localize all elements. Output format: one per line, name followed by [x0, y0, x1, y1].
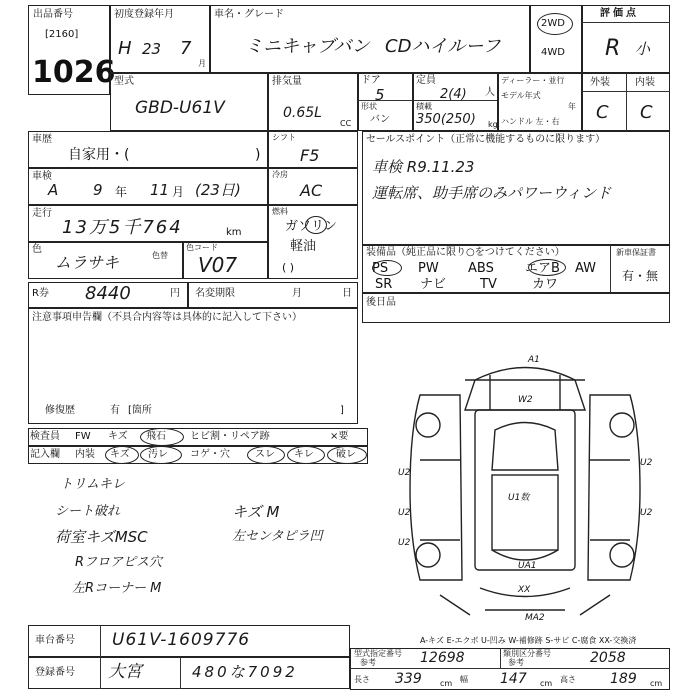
first-reg-era: H [118, 38, 132, 59]
car-name-label: 車名・グレード [214, 9, 284, 20]
height-value: 189 [610, 671, 637, 687]
first-reg-month-unit: 月 [198, 59, 206, 68]
model-designation-label: 型式指定番号 [354, 649, 402, 658]
exterior-label: 外装 [590, 77, 610, 88]
model-year-label: モデル年式 [501, 91, 541, 100]
mark-u1: U1数 [508, 493, 530, 503]
doors-value: 5 [375, 86, 385, 104]
first-reg-month: 7 [180, 38, 192, 59]
inspector-item: ×要 [330, 431, 349, 442]
shift-value: F5 [300, 146, 320, 165]
legend: A-キズ E-エクボ U-凹み W-補修跡 S-サビ C-腐食 XX-交換済 [420, 636, 637, 645]
sales-point-line2: 運転席、助手席のみパワーウィンド [372, 184, 612, 202]
history-box [28, 131, 268, 168]
chassis-value: U61V-1609776 [112, 630, 251, 650]
exterior-grade: C [596, 102, 609, 123]
inspector-item: FW [75, 431, 91, 442]
score-label: 評価点 [600, 8, 639, 19]
car-diagram [380, 340, 670, 630]
mileage-label: 走行 [32, 208, 52, 219]
ref-1: 参考 [360, 658, 376, 667]
length-label: 長さ [354, 675, 370, 684]
category: 2058 [590, 650, 626, 666]
equipment-item: ナビ [420, 277, 447, 292]
note-1: トリムキレ [60, 477, 125, 492]
note-6: Rフロアピス穴 [75, 555, 163, 570]
interior-label: 内装 [635, 77, 655, 88]
length-value: 339 [395, 671, 422, 687]
recorder-item: コゲ・穴 [190, 449, 230, 460]
equipment-item: PW [418, 261, 439, 276]
score-value: R [605, 36, 621, 61]
equipment-item: AW [575, 261, 597, 276]
note-2: シート破れ [55, 504, 121, 519]
mark-ua1: UA1 [518, 561, 537, 571]
capacity-value: 2(4) [440, 87, 467, 102]
repair-value: 有 [110, 405, 120, 416]
length-unit: cm [440, 679, 453, 688]
lot-label: 出品番号 [33, 9, 73, 20]
ref-2: 参考 [508, 658, 524, 667]
doors-label: ドア [361, 75, 381, 86]
inspection-month-unit: 月 [172, 185, 185, 199]
after-items-box [362, 293, 670, 323]
note-3: 荷室キズMSC [55, 528, 148, 546]
sales-point-line1: 車検 R9.11.23 [372, 158, 475, 176]
mark-u2-b: U2 [398, 508, 411, 518]
mark-u2-e: U2 [640, 508, 653, 518]
title-month-unit: 月 [292, 288, 302, 299]
notes-box [28, 308, 358, 424]
inspection-era: A [48, 181, 59, 199]
recorder-item: キレ [294, 449, 314, 460]
model-year-unit: 年 [568, 102, 576, 111]
width-value: 147 [500, 671, 527, 687]
width-label: 幅 [460, 675, 468, 684]
guarantee-label: 新車保証書 [616, 248, 656, 257]
shape-label: 形状 [361, 102, 377, 111]
displacement-value: 0.65L [283, 105, 322, 121]
equipment-item: SR [375, 277, 393, 292]
notes-label: 注意事項申告欄（不具合内容等は具体的に記入して下さい） [32, 312, 302, 323]
model-code: GBD-U61V [135, 98, 225, 118]
inspection-year: 9 [93, 181, 103, 199]
capacity-label: 定員 [416, 75, 436, 86]
displacement-unit: CC [340, 119, 352, 128]
mileage-unit: km [226, 227, 242, 238]
title-change-label: 名変期限 [195, 288, 235, 299]
first-reg-label: 初度登録年月 [114, 9, 174, 20]
repair-place: [箇所 [128, 405, 152, 416]
width-unit: cm [540, 679, 553, 688]
reg-label: 登録番号 [35, 667, 75, 678]
model-designation: 12698 [420, 650, 465, 666]
mileage-value: 13万5千764 [62, 217, 183, 238]
recorder-item: 内装 [75, 449, 95, 460]
fuel-paren: ( ) [282, 261, 295, 274]
lot-number: 1026 [32, 55, 116, 90]
ac-label: 冷房 [272, 170, 288, 179]
car-grade: CDハイルーフ [385, 36, 501, 57]
inspector-item: ヒビ割・リペア跡 [190, 431, 270, 442]
recorder-item: 汚レ [148, 449, 168, 460]
capacity-unit: 人 [485, 87, 495, 98]
shift-label: シフト [272, 133, 296, 142]
height-label: 高さ [560, 675, 576, 684]
displacement-label: 排気量 [272, 76, 302, 87]
recorder-item: キズ [110, 449, 130, 460]
note-4: キズ M [232, 503, 280, 521]
mark-a1: A1 [528, 355, 540, 365]
recorder-item: スレ [255, 449, 275, 460]
equipment-item: PS [372, 261, 389, 276]
inspection-month: 11 [150, 181, 170, 199]
reg-number: 480な7092 [192, 663, 298, 681]
inspector-item: キズ [108, 431, 128, 442]
repair-close: ] [340, 405, 344, 416]
repair-label: 修復歴 [45, 405, 75, 416]
recorder-label: 記入欄 [30, 449, 60, 460]
color-value: ムラサキ [55, 253, 120, 272]
mark-u2-d: U2 [640, 458, 653, 468]
category-label: 類別区分番号 [503, 649, 551, 658]
history-close: ) [255, 147, 261, 163]
note-7: 左Rコーナー M [72, 581, 162, 596]
mark-ma2: MA2 [525, 613, 545, 623]
note-5: 左センタピラ凹 [232, 529, 323, 544]
reg-box [28, 657, 350, 689]
chassis-label: 車台番号 [35, 635, 75, 646]
height-unit: cm [650, 679, 663, 688]
after-items-label: 後日品 [366, 297, 396, 308]
fuel-diesel: 軽油 [290, 239, 317, 254]
ac-value: AC [300, 181, 323, 200]
fuel-label: 燃料 [272, 207, 288, 216]
equipment-item: エアB [525, 261, 560, 276]
color-code-label: 色コード [186, 243, 218, 252]
car-name: ミニキャブバン [245, 36, 370, 57]
history-value: 自家用・( [68, 147, 130, 163]
score-note: 小 [635, 40, 651, 58]
recycle-label: R券 [32, 288, 49, 299]
model-label: 型式 [114, 76, 134, 87]
interior-grade: C [640, 102, 653, 123]
equipment-item: カワ [532, 277, 559, 292]
inspection-year-unit: 年 [115, 185, 128, 199]
reg-place: 大宮 [108, 662, 142, 682]
title-day-unit: 日 [342, 288, 352, 299]
drive-4wd: 4WD [541, 47, 565, 58]
mark-u2-c: U2 [398, 538, 411, 548]
recycle-unit: 円 [170, 288, 180, 299]
equipment-item: ABS [468, 261, 494, 276]
equipment-label: 装備品（純正品に限り○をつけてください） [366, 247, 565, 258]
inspection-label: 車検 [32, 171, 52, 182]
recycle-value: 8440 [85, 283, 131, 304]
equipment-item: TV [480, 277, 497, 292]
inspector-item: 飛石 [146, 431, 166, 442]
color-label: 色 [32, 244, 42, 255]
load-label: 積載 [416, 102, 432, 111]
fuel-gas: ガソリン [285, 219, 338, 234]
shape-value: バン [370, 114, 390, 125]
dealer-label: ディーラー・並行 [501, 76, 565, 85]
mark-xx: XX [518, 585, 531, 595]
drive-2wd: 2WD [541, 18, 565, 29]
recorder-item: 破レ [336, 449, 356, 460]
load-unit: kg [488, 120, 498, 129]
first-reg-year: 23 [142, 40, 162, 58]
color-swap-label: 色替 [152, 251, 168, 260]
color-code-value: V07 [198, 253, 238, 277]
handle-label: ハンドル 左・右 [501, 117, 560, 126]
guarantee-value: 有・無 [622, 269, 659, 283]
inspection-day: (23日) [195, 181, 241, 199]
inspector-label: 検査員 [30, 431, 60, 442]
mark-u2-a: U2 [398, 468, 411, 478]
load-value: 350(250) [416, 112, 476, 127]
lot-sub: [2160] [45, 29, 79, 40]
history-label: 車歴 [32, 134, 52, 145]
mark-w2: W2 [518, 395, 533, 405]
sales-point-label: セールスポイント（正常に機能するものに限ります） [366, 134, 606, 145]
